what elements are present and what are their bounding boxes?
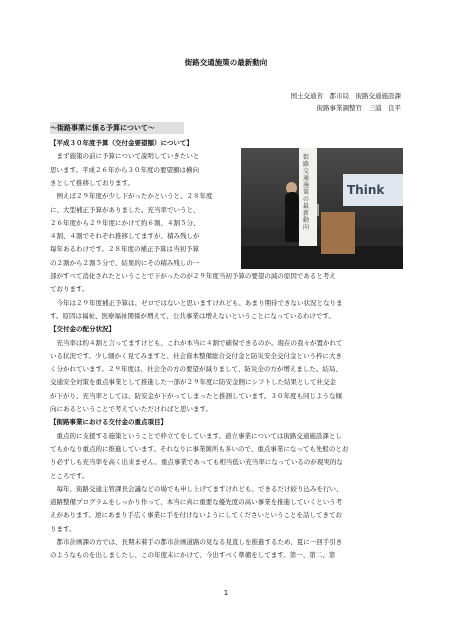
text-line: 今年は２９年度補正予算は、ゼロではないと思いますけれども、あまり期待できない状況となりま (50, 298, 343, 307)
text-line: 部がすべて消化されたということで下がったのが２９年度当初予算の要望の減の原因であると考え (50, 272, 336, 280)
text-line: く分かれています。２９年度は、社会全の方の要望が減りまして、防災全の方が増えました。結局、 (50, 365, 342, 374)
text-line: 充当率は約４割と言ってますけども、これが本当に４割で確保できるのか。現在の我々が置かれて (50, 338, 343, 347)
text-line: のようなものを出しましたし、この年度末にかけて、今出すべく準備をしてます。第一、第二、第 (50, 551, 336, 560)
text-line: 重点的に支援する施策ということで枠立てをしています。道立事業については街路交通施設課とし (50, 431, 342, 440)
text-line: 交通安全対策を重点事業として推進した一部が２９年度に防安金側にシフトした結果として社交金 (50, 378, 336, 387)
text-line: いる状況です。少し細かく見てみますと、社会資本整備総合交付金と防災安全交付金という枠に大き (50, 351, 342, 360)
text-line: す。原因は福祉、医療福祉関係が増えて、公共事業は増えないということになっているわけです。 (50, 311, 335, 320)
text-line: 例えば２９年度が少し下がったかというと、２８年度 (50, 192, 213, 201)
microphone (317, 204, 319, 216)
text-line: ところです。 (50, 471, 89, 480)
text-line: てもかなり重点的に推進しています。それなりに事業箇所も多いので、重点事業になっても先般のとお (50, 444, 349, 453)
subheading: 【平成３０年度予算（交付金要望額）について】 (50, 139, 193, 147)
text-line: に、大型補正予算がありました。充当率でいうと、 (50, 205, 200, 214)
subheading: 【街路事業における交付金の重点項目】 (50, 418, 167, 427)
section-heading: ～街路事業に係る予算について～ (50, 122, 184, 134)
text-line: が下がり、充当率としては、防安金が下がってしまったと推測しています。３０年度も同じような傾 (50, 391, 342, 400)
text-line: 毎年あるわけです。２８年度の補正予算は当初予算 (50, 245, 199, 254)
page-number: 1 (223, 589, 229, 597)
affiliation-block (291, 90, 402, 114)
text-line: ております。 (50, 285, 89, 294)
text-line: 道路整備プログラムをしっかり作って、本当に真に重要な優先度の高い事業を推進していくという考 (50, 498, 343, 507)
text-line: ２６年度から２９年度にかけて約６割、４割５分、 (50, 218, 200, 227)
text-line: 思います。平成２６年から３０年度の要望額は横向 (50, 165, 199, 174)
text-line: ４割、４割でそれぞれ推移してますが、積み残しが (50, 232, 200, 241)
affiliation-person: 街路事業調整官 三浦 良平 (316, 104, 401, 112)
text-line: きとして推移しております。 (50, 178, 134, 187)
document-title: 街路交通施策の最新動向 (184, 58, 268, 67)
text-line: の２割から２割５分で、結果的にその積み残しの一 (50, 258, 200, 267)
text-line: 都市計画課の方では、長期未着手の都市計画道路の見なる見直しを推進するため、夏に一回手引き (50, 538, 343, 546)
text-line: まず施策の前に予算について説明していきたいと (50, 152, 200, 161)
text-line: 向にあるということで考えていただければと思います。 (50, 405, 212, 413)
speaker-photo (241, 148, 403, 269)
podium (321, 212, 355, 254)
text-line: えがあります。逆にあまり手広く事業に手を付けないようにしてくださいということを話してきてお (50, 511, 342, 520)
speaker-figure (285, 192, 299, 242)
text-line: ります。 (50, 524, 76, 533)
photo-screen: Think (343, 174, 403, 206)
text-line: 毎年、街路交通主管課長会議などの場でも申し上げてますけれども、できるだけ絞り込みを行い、 (50, 484, 343, 493)
subheading: 【交付金の配分状況】 (50, 325, 115, 334)
photo-banner-text: 街路交通施策の最新動向 (303, 154, 310, 231)
text-line: り必ずしも充当率を高く出来ません。重点事業であっても相当低い充当率になっているのが現実的な (50, 458, 343, 467)
affiliation-org: 国土交通省 都市局 街路交通施設課 (290, 92, 401, 100)
